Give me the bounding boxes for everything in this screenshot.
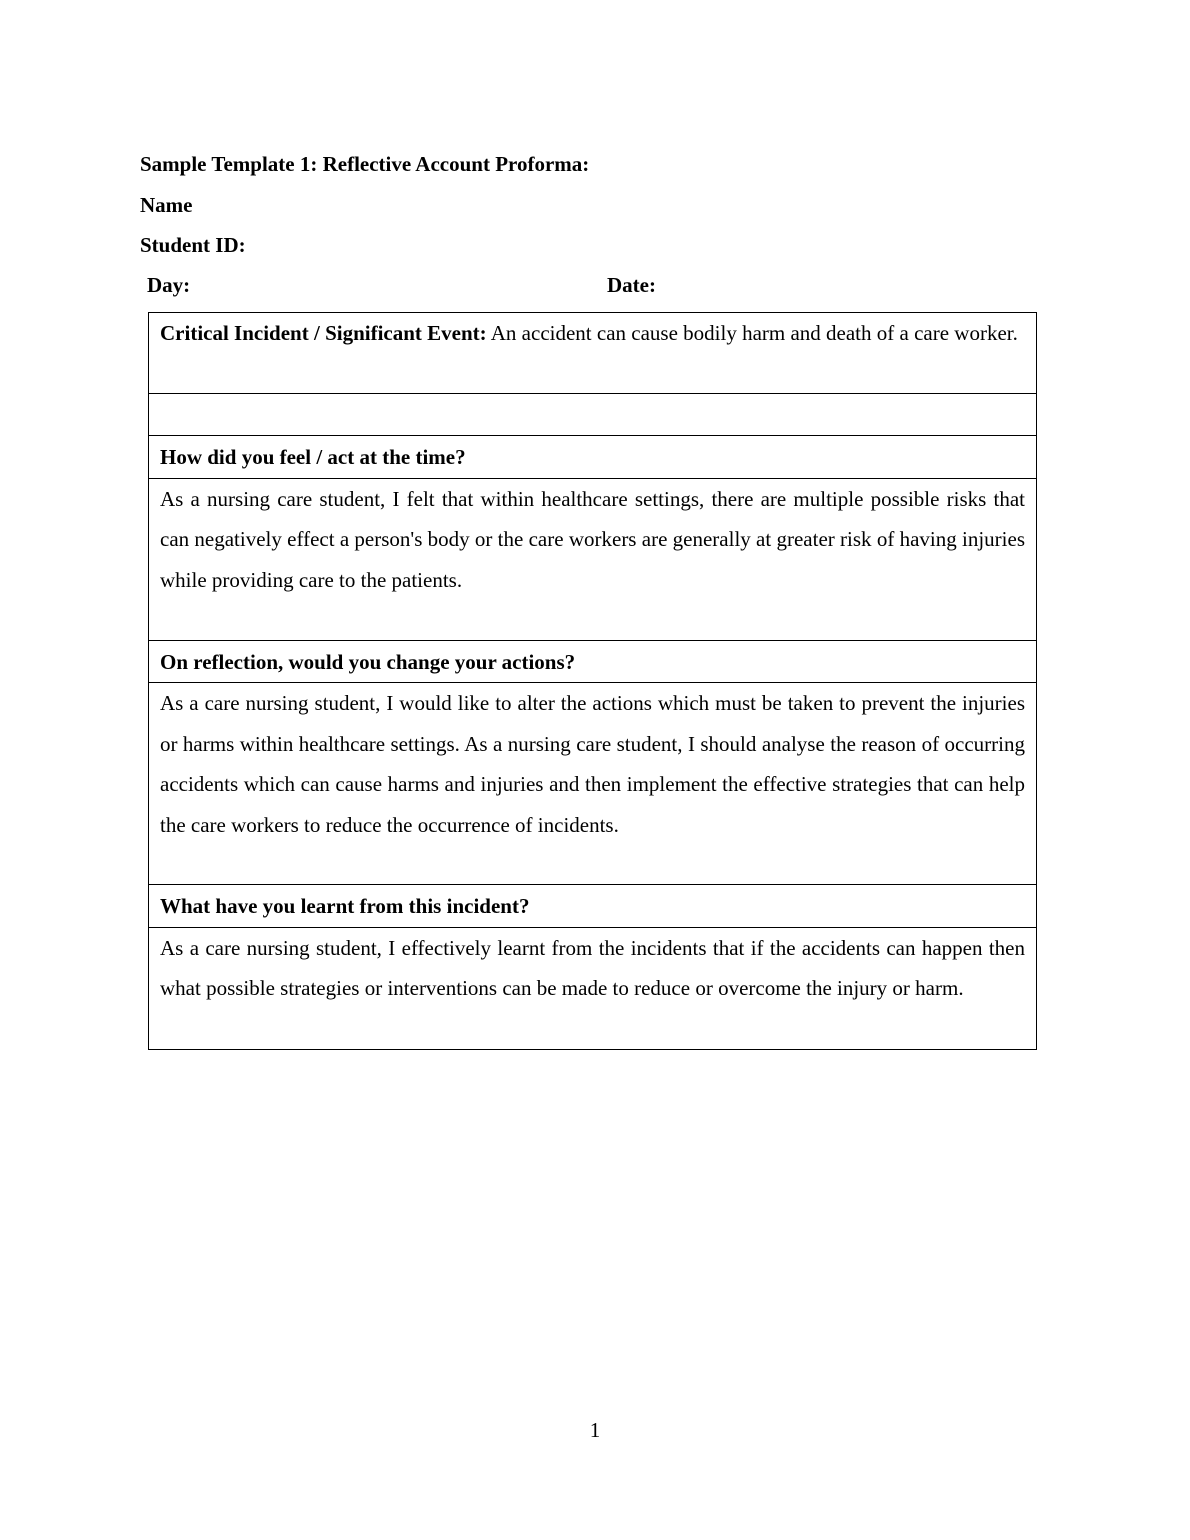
question-change-text: On reflection, would you change your actions? (160, 649, 576, 674)
day-label: Day: (147, 273, 191, 297)
page-number: 1 (589, 1418, 601, 1442)
question-change (149, 640, 1037, 683)
answer-row (149, 478, 1037, 640)
answer-row (149, 683, 1037, 885)
student-id-label: Student ID: (140, 233, 246, 257)
answer-row (149, 927, 1037, 1049)
incident-cell (149, 313, 1037, 394)
incident-text: An accident can cause bodily harm and death of a care worker. (486, 321, 1018, 345)
empty-cell (149, 394, 1037, 436)
question-row (149, 640, 1037, 683)
question-row (149, 885, 1037, 928)
answer-learnt: As a care nursing student, I effectively learnt from the incidents that if the accidents can happen then what possible strategies or interventions can be made to reduce or overcome the injury or harm. (149, 927, 1037, 1049)
question-row (149, 436, 1037, 479)
name-label: Name (140, 193, 193, 217)
question-learnt-text: What have you learnt from this incident? (160, 894, 530, 918)
answer-feel: As a nursing care student, I felt that within healthcare settings, there are multiple possible risks that can negatively effect a person's body or the care workers are generally at greater risk of having injuries while providing care to the patients. (149, 478, 1037, 640)
question-feel (149, 436, 1037, 479)
empty-row (149, 394, 1037, 436)
date-label: Date: (607, 273, 656, 297)
answer-change: As a care nursing student, I would like to alter the actions which must be taken to prevent the injuries or harms within healthcare settings. As a nursing care student, I should analyse the reason of occurring accidents which can cause harms and injuries and then implement the effective strategies that can help the care workers to reduce the occurrence of incidents. (149, 683, 1037, 885)
incident-row (149, 313, 1037, 394)
question-feel-text: How did you feel / act at the time? (160, 445, 466, 469)
reflective-account-table (148, 312, 1037, 1050)
question-learnt (149, 885, 1037, 928)
document-title: Sample Template 1: Reflective Account Proforma: (140, 152, 590, 176)
incident-label: Critical Incident / Significant Event: (160, 321, 487, 345)
